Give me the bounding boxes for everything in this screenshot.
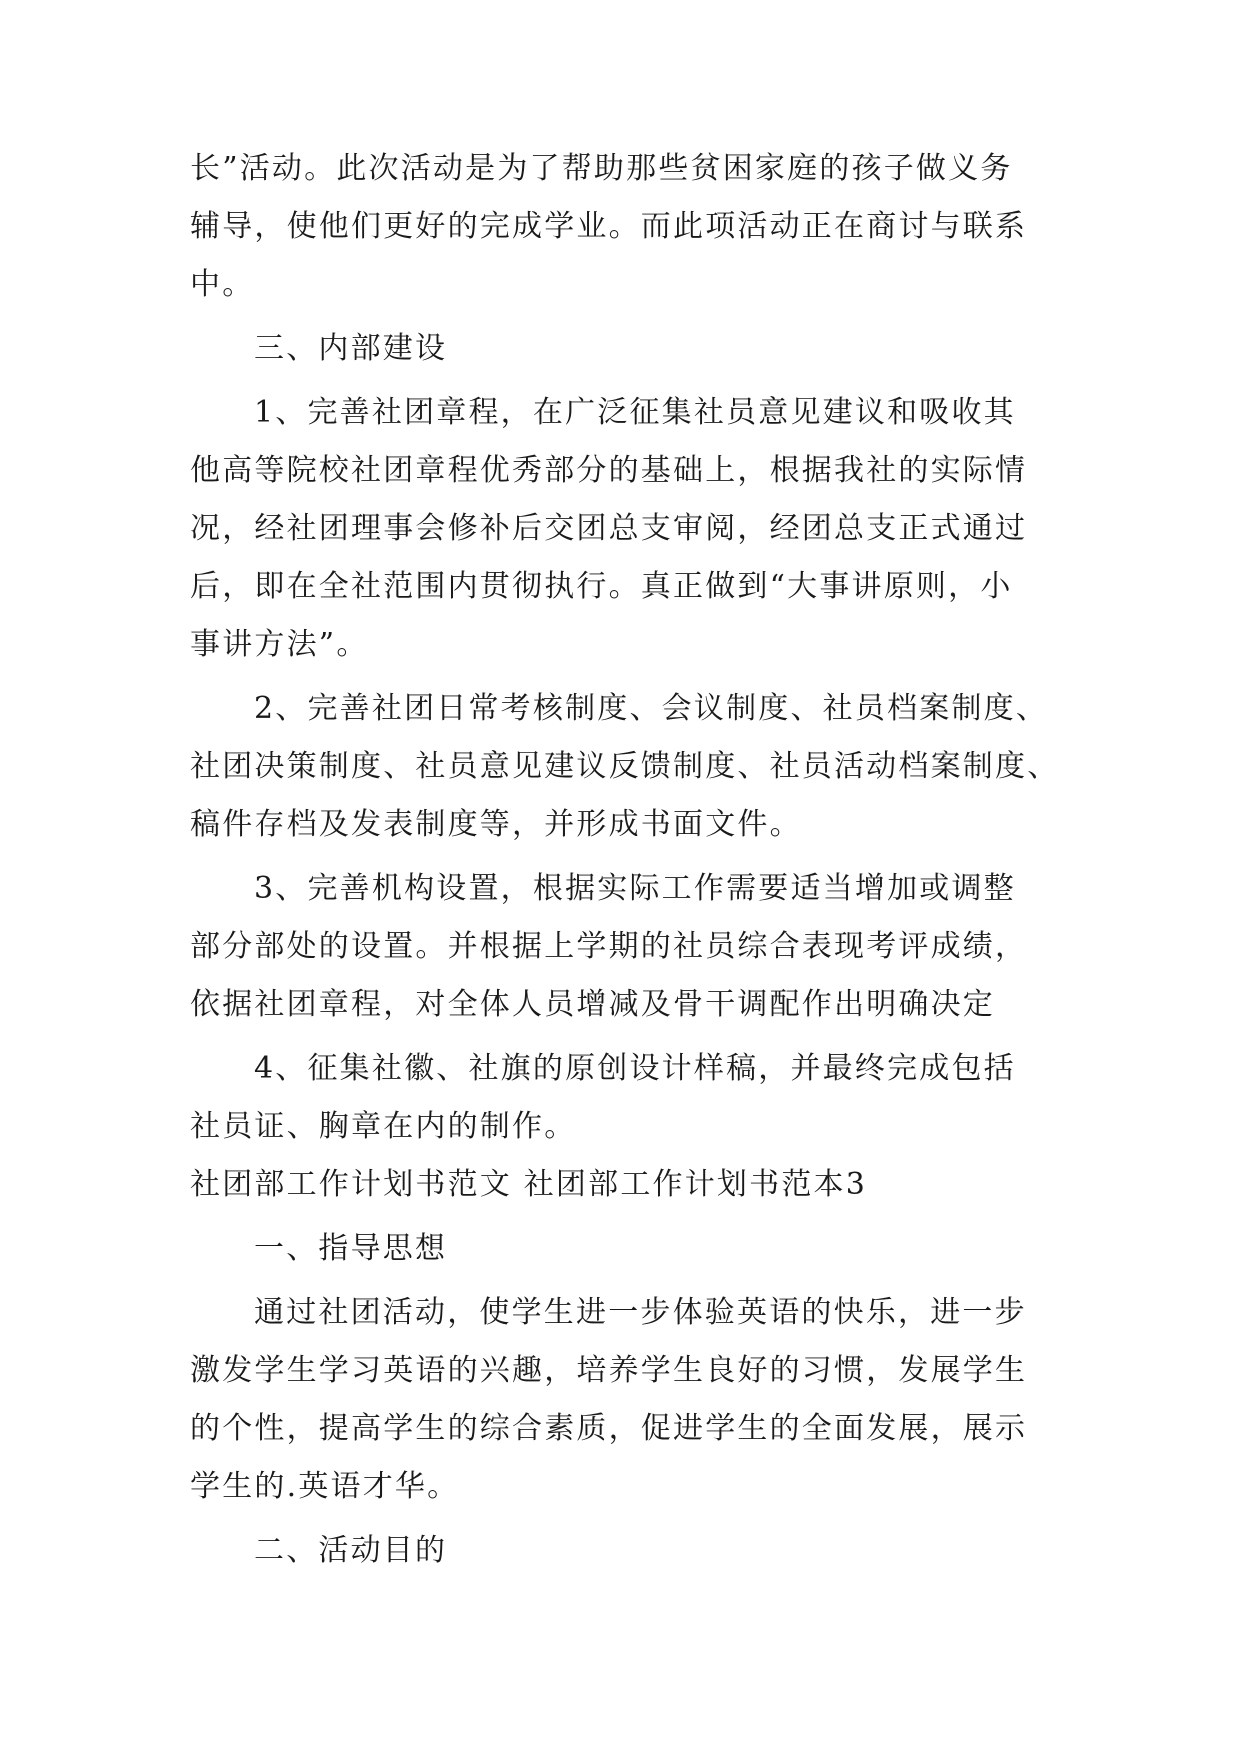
text-line: 社团部工作计划书范文 社团部工作计划书范本3 bbox=[190, 1167, 868, 1202]
text-line: 他高等院校社团章程优秀部分的基础上，根据我社的实际情 bbox=[190, 453, 1028, 488]
text-line: 2、完善社团日常考核制度、会议制度、社员档案制度、 bbox=[254, 691, 1049, 726]
text-line: 部分部处的设置。并根据上学期的社员综合表现考评成绩， bbox=[190, 929, 1028, 964]
text-line: 3、完善机构设置，根据实际工作需要适当增加或调整 bbox=[254, 871, 1016, 906]
text-line: 4、征集社徽、社旗的原创设计样稿，并最终完成包括 bbox=[254, 1051, 1016, 1086]
text-line: 学生的.英语才华。 bbox=[190, 1469, 460, 1504]
text-line: 社团决策制度、社员意见建议反馈制度、社员活动档案制度、 bbox=[190, 749, 1060, 784]
text-line: 长”活动。此次活动是为了帮助那些贫困家庭的孩子做义务 bbox=[190, 151, 1013, 186]
text-line: 激发学生学习英语的兴趣，培养学生良好的习惯，发展学生 bbox=[190, 1353, 1028, 1388]
text-line: 稿件存档及发表制度等，并形成书面文件。 bbox=[190, 807, 802, 842]
text-line: 通过社团活动，使学生进一步体验英语的快乐，进一步 bbox=[254, 1295, 1027, 1330]
text-line: 事讲方法”。 bbox=[190, 627, 369, 662]
text-line: 二、活动目的 bbox=[254, 1533, 448, 1568]
text-line: 一、指导思想 bbox=[254, 1231, 448, 1266]
text-line: 中。 bbox=[190, 267, 255, 302]
text-line: 辅导，使他们更好的完成学业。而此项活动正在商讨与联系 bbox=[190, 209, 1028, 244]
text-line: 后，即在全社范围内贯彻执行。真正做到“大事讲原则，小 bbox=[190, 569, 1013, 604]
document-body bbox=[190, 140, 1070, 1580]
text-line: 况，经社团理事会修补后交团总支审阅，经团总支正式通过 bbox=[190, 511, 1028, 546]
text-line: 的个性，提高学生的综合素质，促进学生的全面发展，展示 bbox=[190, 1411, 1028, 1446]
text-line: 三、内部建设 bbox=[254, 331, 448, 366]
text-line: 社员证、胸章在内的制作。 bbox=[190, 1109, 577, 1144]
text-line: 依据社团章程，对全体人员增减及骨干调配作出明确决定 bbox=[190, 987, 995, 1022]
text-line: 1、完善社团章程，在广泛征集社员意见建议和吸收其 bbox=[254, 395, 1016, 430]
